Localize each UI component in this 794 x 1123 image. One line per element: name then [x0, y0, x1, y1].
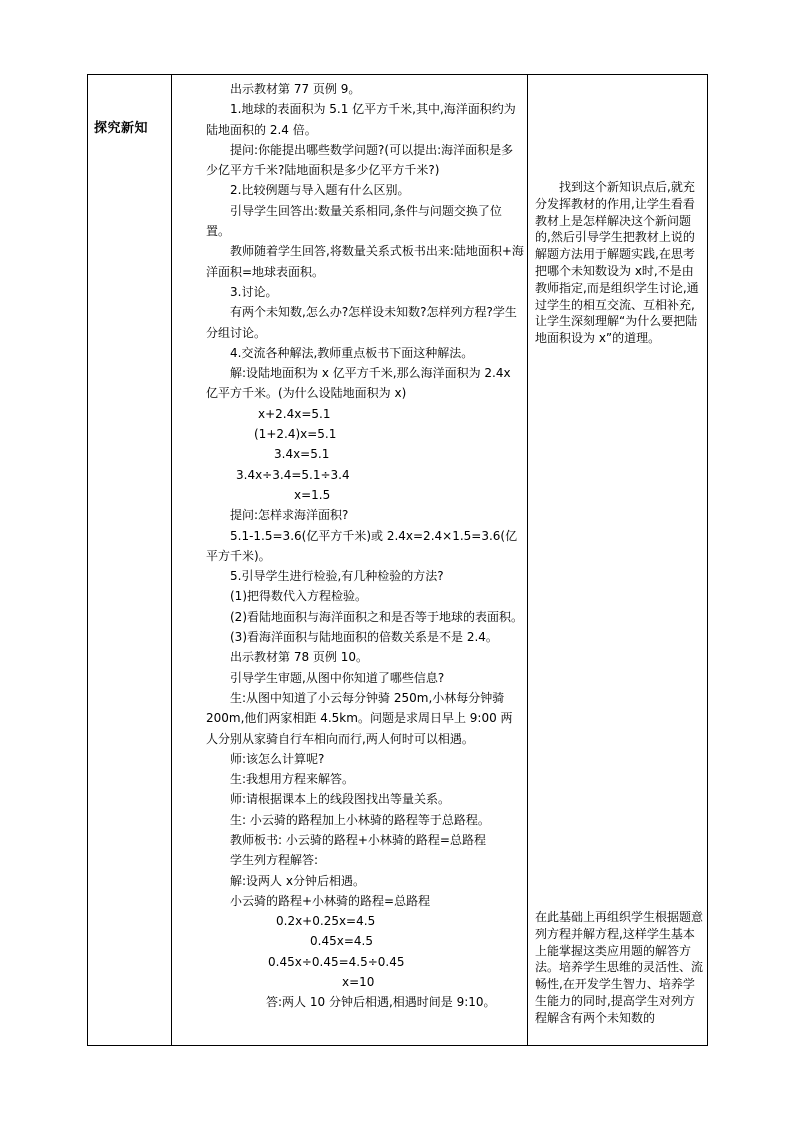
- lesson-paragraph: 2.比较例题与导入题有什么区别。: [230, 183, 410, 198]
- equation-line: x=10: [342, 975, 375, 990]
- lesson-paragraph: 解:设两人 x分钟后相遇。: [230, 873, 365, 888]
- equation-line: 3.4x÷3.4=5.1÷3.4: [236, 467, 350, 482]
- lesson-paragraph: 5.引导学生进行检验,有几种检验的方法?: [230, 569, 444, 584]
- equation-line: 0.2x+0.25x=4.5: [276, 914, 376, 929]
- lesson-plan-table: [87, 74, 708, 1046]
- lesson-paragraph: 生: 小云骑的路程加上小林骑的路程等于总路程。: [230, 812, 490, 827]
- lesson-paragraph: 解:设陆地面积为 x 亿平方千米,那么海洋面积为 2.4x 亿平方千米。(为什么设陆地面积为 x): [206, 366, 511, 401]
- lesson-paragraph: (3)看海洋面积与陆地面积的倍数关系是不是 2.4。: [230, 630, 498, 645]
- lesson-paragraph: 4.交流各种解法,教师重点板书下面这种解法。: [230, 345, 474, 360]
- lesson-paragraph: 出示教材第 78 页例 10。: [230, 650, 368, 665]
- note-paragraph: 找到这个新知识点后,就充分发挥教材的作用,让学生看看教材上是怎样解决这个新问题的,然后引导学生把教材上说的解题方法用于解题实践,在思考把哪个未知数设为 x时,不是由教师指定,而是组织学生讨论,通过学生的相互交流、互相补充,让学生深刻理解“为什么要把陆地面积设为 x”的道理。: [535, 180, 699, 346]
- lesson-paragraph: 师:请根据课本上的线段图找出等量关系。: [230, 792, 451, 807]
- teaching-note-top: [535, 179, 703, 347]
- lesson-paragraph: 提问:怎样求海洋面积?: [230, 508, 349, 523]
- lesson-paragraph: 3.讨论。: [230, 284, 278, 299]
- column-divider: [527, 75, 528, 1045]
- section-label: 探究新知: [94, 121, 149, 136]
- lesson-paragraph: 1.地球的表面积为 5.1 亿平方千米,其中,海洋面积约为陆地面积的 2.4 倍。: [206, 102, 516, 137]
- lesson-paragraph: 引导学生审题,从图中你知道了哪些信息?: [230, 670, 445, 685]
- lesson-paragraph: 教师板书: 小云骑的路程+小林骑的路程=总路程: [230, 832, 486, 847]
- lesson-paragraph: (2)看陆地面积与海洋面积之和是否等于地球的表面积。: [230, 609, 524, 624]
- column-divider: [171, 75, 172, 1045]
- equation-line: x=1.5: [294, 487, 331, 502]
- lesson-paragraph: (1)把得数代入方程检验。: [230, 589, 367, 604]
- lesson-paragraph: 5.1-1.5=3.6(亿平方千米)或 2.4x=2.4×1.5=3.6(亿平方千米)。: [206, 528, 518, 563]
- lesson-paragraph: 小云骑的路程+小林骑的路程=总路程: [230, 893, 431, 908]
- lesson-content: [206, 79, 524, 1013]
- equation-line: 0.45x÷0.45=4.5÷0.45: [268, 954, 405, 969]
- equation-line: (1+2.4)x=5.1: [254, 427, 337, 442]
- lesson-paragraph: 出示教材第 77 页例 9。: [230, 82, 361, 96]
- lesson-paragraph: 引导学生回答出:数量关系相同,条件与问题交换了位置。: [206, 203, 502, 239]
- equation-line: x+2.4x=5.1: [258, 406, 331, 421]
- lesson-paragraph: 生:从图中知道了小云每分钟骑 250m,小林每分钟骑 200m,他们两家相距 4.5km。问题是求周日早上 9:00 两人分别从家骑自行车相向而行,两人何时可以相遇。: [206, 690, 513, 746]
- note-paragraph: 在此基础上再组织学生根据题意列方程并解方程,这样学生基本上能掌握这类应用题的解答方法。培养学生思维的灵活性、流畅性,在开发学生智力、培养学生能力的同时,提高学生对列方程解含有两个未知数的: [535, 910, 703, 1025]
- lesson-paragraph: 有两个未知数,怎么办?怎样设未知数?怎样列方程?学生分组讨论。: [206, 305, 517, 340]
- teaching-note-bottom: [535, 909, 703, 1043]
- lesson-paragraph: 师:该怎么计算呢?: [230, 751, 325, 766]
- lesson-paragraph: 提问:你能提出哪些数学问题?(可以提出:海洋面积是多少亿平方千米?陆地面积是多少亿平方千米?): [206, 142, 514, 178]
- equation-line: 答:两人 10 分钟后相遇,相遇时间是 9:10。: [266, 995, 496, 1010]
- lesson-paragraph: 教师随着学生回答,将数量关系式板书出来:陆地面积+海洋面积=地球表面积。: [206, 244, 524, 279]
- equation-line: 3.4x=5.1: [274, 447, 330, 462]
- equation-line: 0.45x=4.5: [310, 934, 373, 949]
- lesson-paragraph: 学生列方程解答:: [230, 853, 319, 868]
- lesson-paragraph: 生:我想用方程来解答。: [230, 772, 355, 787]
